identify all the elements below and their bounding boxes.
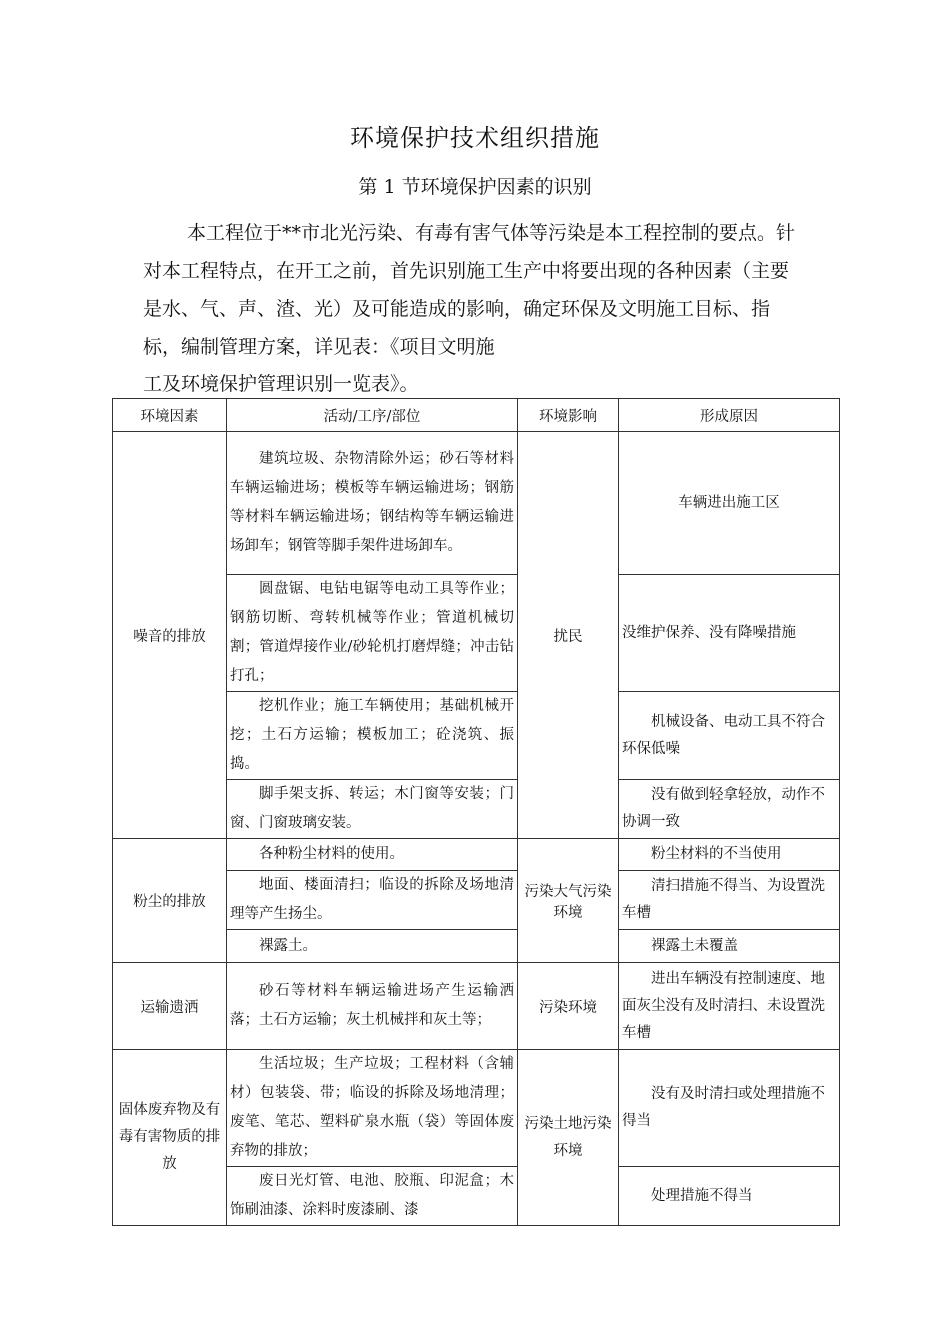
header-cause: 形成原因 [619,399,840,432]
table-row [113,1050,840,1167]
intro-line: 对本工程特点，在开工之前，首先识别施工生产中将要出现的各种因素（主要 [143,260,790,282]
table-row [113,839,840,871]
activity-cell: 砂石等材料车辆运输进场产生运输洒落；土石方运输；灰土机械拌和灰土等； [227,963,518,1050]
intro-line: 是水、气、声、渣、光）及可能造成的影响，确定环保及文明施工目标、指 [143,298,771,320]
cause-cell: 处理措施不得当 [619,1167,840,1226]
activity-cell: 建筑垃圾、杂物清除外运；砂石等材料车辆运输进场；模板等车辆运输进场；钢筋等材料车辆运输进场；钢结构等车辆运输进场卸车；钢管等脚手架件进场卸车。 [227,432,518,575]
table-row [113,432,840,575]
cause-cell: 机械设备、电动工具不符合环保低噪 [619,692,840,780]
header-impact: 环境影响 [518,399,619,432]
cause-cell: 清扫措施不得当、为设置洗车槽 [619,871,840,930]
cause-cell: 车辆进出施工区 [619,432,840,575]
intro-paragraph [143,214,838,366]
header-activity: 活动/工序/部位 [227,399,518,432]
cause-cell: 粉尘材料的不当使用 [619,839,840,871]
activity-cell: 挖机作业；施工车辆使用；基础机械开挖；土石方运输；模板加工；砼浇筑、振捣。 [227,692,518,780]
table-row [113,963,840,1050]
cause-cell: 没维护保养、没有降噪措施 [619,575,840,692]
factor-cell: 粉尘的排放 [113,839,227,963]
factor-cell: 运输遗洒 [113,963,227,1050]
activity-cell: 裸露土。 [227,930,518,963]
activity-cell: 生活垃圾；生产垃圾；工程材料（含辅材）包装袋、带；临设的拆除及场地清理；废笔、笔芯、塑料矿泉水瓶（袋）等固体废弃物的排放； [227,1050,518,1167]
section-heading: 第 1 节环境保护因素的识别 [358,176,592,198]
cause-cell: 进出车辆没有控制速度、地面灰尘没有及时清扫、未设置洗车槽 [619,963,840,1050]
impact-cell: 污染环境 [518,963,619,1050]
intro-line: 工及环境保护管理识别一览表》。 [143,373,419,395]
cause-cell: 没有及时清扫或处理措施不得当 [619,1050,840,1167]
cause-cell: 裸露土未覆盖 [619,930,840,963]
cause-cell: 没有做到轻拿轻放，动作不协调一致 [619,780,840,839]
impact-cell: 污染大气污染环境 [518,839,619,963]
intro-line: 标，编制管理方案，详见表：《项目文明施 [143,336,495,358]
activity-cell: 地面、楼面清扫；临设的拆除及场地清理等产生扬尘。 [227,871,518,930]
factor-cell: 噪音的排放 [113,432,227,839]
activity-cell: 废日光灯管、电池、胶瓶、印泥盒；木饰刷油漆、涂料时废漆刷、漆 [227,1167,518,1226]
intro-line: 本工程位于**市北光污染、有毒有害气体等污染是本工程控制的要点。针 [187,222,796,244]
header-factor: 环境因素 [113,399,227,432]
factor-cell: 固体废弃物及有毒有害物质的排放 [113,1050,227,1226]
activity-cell: 脚手架支拆、转运；木门窗等安装；门窗、门窗玻璃安装。 [227,780,518,839]
impact-cell: 污染土地污染环境 [518,1050,619,1226]
impact-cell: 扰民 [518,432,619,839]
activity-cell: 圆盘锯、电钻电锯等电动工具等作业；钢筋切断、弯转机械等作业；管道机械切割；管道焊接作业/砂轮机打磨焊缝；冲击钻打孔； [227,575,518,692]
activity-cell: 各种粉尘材料的使用。 [227,839,518,871]
document-title: 环境保护技术组织措施 [350,124,600,152]
table-header-row [113,399,840,432]
environment-factor-table [112,398,840,1226]
